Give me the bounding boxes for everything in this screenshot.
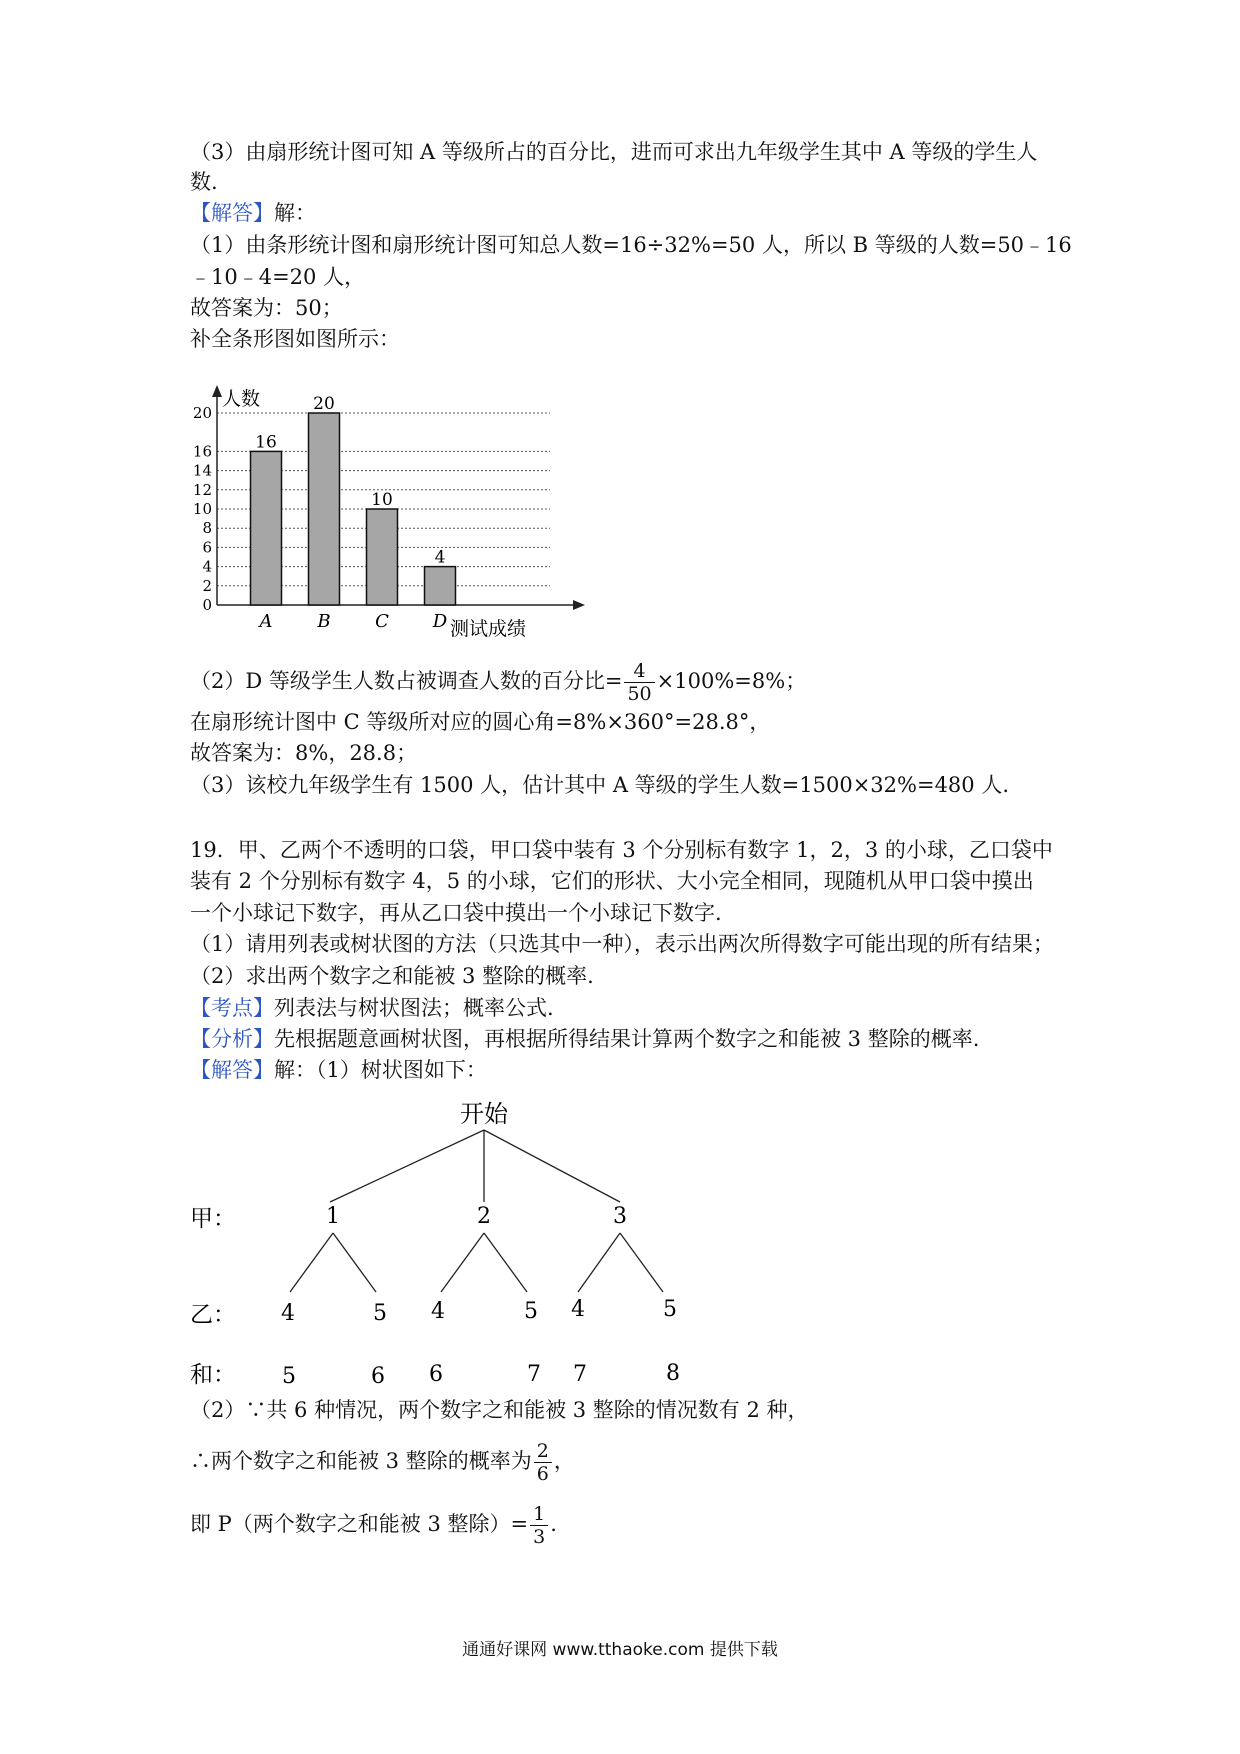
sum-node: 7	[527, 1362, 541, 1387]
jieda-tag: 【解答】	[190, 1058, 274, 1082]
answer-result-2: 故答案为：8%，28.8；	[190, 741, 418, 765]
fraction-denominator: 6	[534, 1462, 552, 1485]
tree-edge	[484, 1130, 620, 1202]
analysis-line-3-cont: 数.	[190, 170, 218, 194]
solution-final-text: 即 P（两个数字之和能被 3 整除）=	[190, 1512, 529, 1536]
tree-edge	[330, 1130, 484, 1202]
fraction-numerator: 2	[536, 1440, 549, 1462]
y-tick-label: 8	[202, 519, 212, 538]
answer-line-2	[190, 660, 806, 705]
fraction-2-6	[534, 1440, 552, 1485]
level2-node: 5	[524, 1299, 538, 1324]
answer-angle-line: 在扇形统计图中 C 等级所对应的圆心角=8%×360°=28.8°，	[190, 710, 771, 734]
kaodian-text: 列表法与树状图法；概率公式.	[274, 996, 554, 1020]
bar	[309, 413, 340, 605]
fraction-numerator: 4	[633, 660, 646, 682]
y-axis-arrow	[212, 385, 222, 397]
fenxi-tag: 【分析】	[190, 1027, 274, 1051]
sum-node: 6	[371, 1364, 385, 1389]
x-tick-label: C	[375, 611, 389, 632]
bar	[425, 567, 456, 605]
solution-probability-text: ∴两个数字之和能被 3 整除的概率为	[190, 1449, 532, 1473]
tree-edge	[333, 1233, 376, 1292]
question-19-part-1: （1）请用列表或树状图的方法（只选其中一种），表示出两次所得数字可能出现的所有结果；	[190, 932, 1054, 956]
tree-edge	[620, 1233, 663, 1292]
tree-root: 开始	[460, 1100, 508, 1128]
fenxi-line	[190, 1024, 979, 1054]
level1-node: 2	[477, 1204, 491, 1229]
fraction-4-50	[624, 660, 654, 705]
sum-node: 5	[282, 1364, 296, 1389]
question-19-line-3: 一个小球记下数字，再从乙口袋中摸出一个小球记下数字.	[190, 901, 722, 925]
answer-line-3: （3）该校九年级学生有 1500 人，估计其中 A 等级的学生人数=1500×32%=480 人.	[190, 773, 1010, 797]
y-tick-label: 20	[192, 404, 212, 422]
level2-node: 4	[571, 1297, 585, 1322]
jieda-text: 解：（1）树状图如下：	[274, 1058, 487, 1082]
tree-edge	[484, 1233, 527, 1292]
y-tick-label: 16	[192, 442, 212, 461]
y-tick-label: 10	[192, 500, 212, 518]
tree-edge	[441, 1233, 484, 1292]
answer-tag: 【解答】	[190, 201, 274, 225]
tree-diagram	[0, 1090, 1240, 1390]
y-tick-label: 14	[192, 461, 212, 480]
row-label-jia: 甲：	[190, 1206, 236, 1232]
level2-node: 4	[431, 1299, 445, 1324]
y-tick-label: 4	[202, 557, 212, 576]
solution-probability-tail: ，	[553, 1449, 575, 1473]
fraction-denominator: 50	[624, 682, 654, 705]
question-19-part-2: （2）求出两个数字之和能被 3 整除的概率.	[190, 964, 594, 988]
answer-chart-intro: 补全条形图如图所示：	[190, 327, 400, 351]
x-axis-arrow	[573, 600, 585, 610]
x-tick-label: B	[317, 611, 331, 632]
row-label-he: 和：	[190, 1362, 236, 1388]
row-label-yi: 乙：	[190, 1302, 236, 1328]
answer-line-2-tail: ×100%=8%；	[656, 669, 807, 693]
x-tick-label: A	[259, 611, 273, 632]
answer-line-2-text: （2）D 等级学生人数占被调查人数的百分比=	[190, 669, 623, 693]
kaodian-line	[190, 993, 554, 1023]
bar-chart	[180, 385, 620, 640]
answer-line-1: （1）由条形统计图和扇形统计图可知总人数=16÷32%=50 人，所以 B 等级的人数=50﹣16	[190, 233, 1072, 257]
y-axis-label: 人数	[222, 388, 261, 410]
solution-probability-line	[190, 1440, 575, 1485]
fraction-numerator: 1	[533, 1503, 546, 1525]
bar	[367, 509, 398, 605]
kaodian-tag: 【考点】	[190, 996, 274, 1020]
footer-watermark: 通通好课网 www.tthaoke.com 提供下载	[462, 1640, 778, 1660]
question-19-line-1: 19．甲、乙两个不透明的口袋，甲口袋中装有 3 个分别标有数字 1，2，3 的小球，乙口袋中	[190, 838, 1053, 862]
question-19-line-2: 装有 2 个分别标有数字 4，5 的小球，它们的形状、大小完全相同，现随机从甲口袋中摸出	[190, 869, 1034, 893]
sum-node: 8	[666, 1361, 680, 1386]
solution-line-2: （2）∵共 6 种情况，两个数字之和能被 3 整除的情况数有 2 种，	[190, 1398, 809, 1422]
level2-node: 4	[281, 1301, 295, 1326]
bar-value-label: 4	[434, 547, 446, 568]
bar-value-label: 20	[313, 394, 335, 414]
solution-final-tail: .	[550, 1512, 557, 1536]
level1-node: 3	[613, 1204, 627, 1229]
y-tick-label: 12	[192, 480, 212, 499]
tree-edge	[290, 1233, 333, 1292]
tree-edge	[578, 1233, 620, 1292]
level1-node: 1	[326, 1204, 340, 1229]
analysis-line-3: （3）由扇形统计图可知 A 等级所占的百分比，进而可求出九年级学生其中 A 等级的学生人	[190, 140, 1038, 164]
fraction-denominator: 3	[530, 1525, 548, 1548]
fenxi-text: 先根据题意画树状图，再根据所得结果计算两个数字之和能被 3 整除的概率.	[274, 1027, 980, 1051]
level2-node: 5	[663, 1297, 677, 1322]
y-tick-label: 2	[202, 576, 212, 595]
answer-result-1: 故答案为：50；	[190, 296, 343, 320]
y-tick-label: 6	[202, 538, 212, 557]
sum-node: 6	[429, 1362, 443, 1387]
answer-line-1-cont: ﹣10﹣4=20 人，	[190, 265, 366, 289]
fraction-1-3	[530, 1503, 548, 1548]
x-tick-label: D	[432, 611, 448, 632]
x-axis-label: 测试成绩	[450, 618, 527, 640]
sum-node: 7	[573, 1362, 587, 1387]
solution-final-line	[190, 1503, 557, 1548]
answer-heading	[190, 198, 316, 228]
jieda-line	[190, 1055, 487, 1085]
level2-node: 5	[373, 1301, 387, 1326]
answer-intro: 解：	[274, 201, 316, 225]
y-tick-label: 0	[202, 596, 212, 614]
bar-value-label: 16	[255, 432, 277, 453]
bar-value-label: 10	[371, 490, 393, 510]
bar	[251, 451, 282, 605]
